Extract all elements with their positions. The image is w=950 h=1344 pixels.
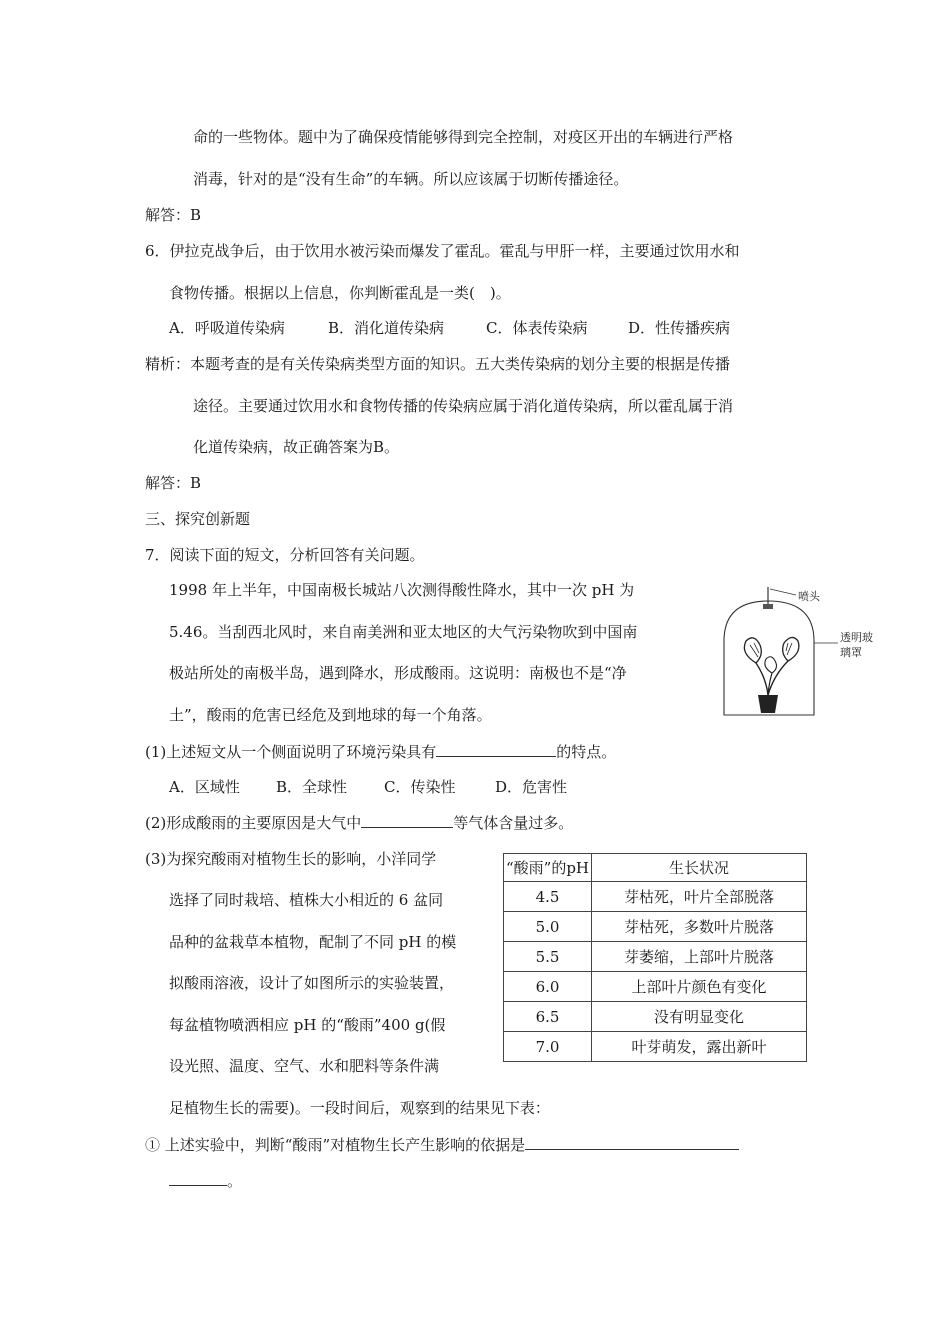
q6-analysis-line1: 精析：本题考查的是有关传染病类型方面的知识。五大类传染病的划分主要的根据是传播 (145, 355, 731, 373)
prev-analysis-line1: 命的一些物体。题中为了确保疫情能够得到完全控制，对疫区开出的车辆进行严格 (193, 128, 734, 146)
label-cover-line1: 透明玻 (840, 631, 873, 644)
table-header-growth: 生长状况 (592, 854, 807, 882)
answer-blank-1[interactable] (436, 741, 556, 757)
q7-sub2-text: (2)形成酸雨的主要原因是大气中 (145, 814, 362, 832)
q7-sub2-tail: 等气体含量过多。 (453, 814, 574, 832)
table-cell-ph: 5.5 (504, 942, 592, 972)
table-row (504, 942, 807, 972)
table-cell-ph: 7.0 (504, 1032, 592, 1062)
results-table (503, 853, 807, 1062)
q6-option-a: A．呼吸道传染病 (169, 319, 285, 337)
q7-option-b: B．全球性 (276, 778, 348, 796)
q6-analysis-line2: 途径。主要通过饮用水和食物传播的传染病应属于消化道传染病，所以霍乱属于消 (193, 397, 734, 415)
q7-sub4-cont (169, 1170, 242, 1191)
q7-passage-line3: 极站所处的南极半岛，遇到降水，形成酸雨。这说明：南极也不是“净 (169, 664, 627, 682)
q7-option-d: D．危害性 (495, 778, 568, 796)
prev-answer: 解答：B (145, 206, 202, 224)
table-cell-growth: 叶芽萌发，露出新叶 (592, 1032, 807, 1062)
q6-option-b: B．消化道传染病 (328, 319, 445, 337)
plant-pot-icon (758, 695, 778, 713)
q7-sub1-text: (1)上述短文从一个侧面说明了环境污染具有 (145, 743, 437, 761)
q7-intro: 7．阅读下面的短文，分析回答有关问题。 (145, 546, 425, 564)
table-row (504, 912, 807, 942)
table-row (504, 972, 807, 1002)
table-cell-growth: 芽枯死，多数叶片脱落 (592, 912, 807, 942)
answer-blank-2[interactable] (361, 812, 453, 828)
table-row (504, 1002, 807, 1032)
q7-passage-line1: 1998 年上半年，中国南极长城站八次测得酸性降水，其中一次 pH 为 (169, 581, 635, 599)
q7-sub4 (145, 1134, 739, 1155)
q6-option-d: D．性传播疾病 (628, 319, 731, 337)
table-row (504, 1032, 807, 1062)
table-cell-ph: 4.5 (504, 882, 592, 912)
table-cell-ph: 5.0 (504, 912, 592, 942)
q7-sub3-line5: 每盆植物喷洒相应 pH 的“酸雨”400 g(假 (169, 1016, 446, 1034)
section-heading: 三、探究创新题 (145, 510, 251, 528)
table-header-ph: “酸雨”的pH (504, 854, 592, 882)
q7-sub3-line7: 足植物生长的需要)。一段时间后，观察到的结果见下表： (169, 1099, 550, 1117)
q7-sub3-line4: 拟酸雨溶液，设计了如图所示的实验装置， (169, 974, 455, 992)
prev-analysis-line2: 消毒，针对的是“没有生命”的车辆。所以应该属于切断传播途径。 (193, 170, 629, 188)
bell-jar-figure (718, 583, 873, 719)
table-cell-growth: 芽枯死，叶片全部脱落 (592, 882, 807, 912)
q6-option-c: C．体表传染病 (486, 319, 588, 337)
q6-stem-line2: 食物传播。根据以上信息，你判断霍乱是一类( )。 (169, 284, 511, 302)
q7-passage-line4: 土”，酸雨的危害已经危及到地球的每一个角落。 (169, 706, 492, 724)
label-cover-line2: 璃罩 (840, 646, 862, 659)
answer-blank-3[interactable] (525, 1134, 739, 1150)
q7-sub3-line1: (3)为探究酸雨对植物生长的影响，小洋同学 (145, 850, 437, 868)
q7-sub3-line6: 设光照、温度、空气、水和肥料等条件满 (169, 1057, 440, 1075)
q7-sub3-line3: 品种的盆栽草本植物，配制了不同 pH 的模 (169, 933, 457, 951)
q6-analysis-line3: 化道传染病，故正确答案为B。 (193, 438, 400, 456)
answer-blank-3-cont[interactable] (169, 1170, 227, 1186)
table-cell-growth: 没有明显变化 (592, 1002, 807, 1032)
table-cell-ph: 6.5 (504, 1002, 592, 1032)
table-row (504, 882, 807, 912)
q6-answer: 解答：B (145, 474, 202, 492)
q7-option-a: A．区域性 (169, 778, 240, 796)
q7-sub2 (145, 812, 573, 833)
table-cell-ph: 6.0 (504, 972, 592, 1002)
q7-sub1-tail: 的特点。 (556, 743, 617, 761)
q7-option-c: C．传染性 (384, 778, 456, 796)
table-cell-growth: 上部叶片颜色有变化 (592, 972, 807, 1002)
leaf-icon (744, 638, 761, 663)
label-nozzle: 喷头 (798, 590, 820, 603)
q7-sub4-text: ① 上述实验中，判断“酸雨”对植物生长产生影响的依据是 (145, 1136, 526, 1154)
q7-sub3-line2: 选择了同时栽培、植株大小相近的 6 盆同 (169, 891, 444, 909)
q7-sub4-end: 。 (227, 1172, 243, 1190)
table-header-row (504, 854, 807, 882)
q6-stem-line1: 6．伊拉克战争后，由于饮用水被污染而爆发了霍乱。霍乱与甲肝一样，主要通过饮用水和 (145, 242, 740, 260)
table-cell-growth: 芽萎缩，上部叶片脱落 (592, 942, 807, 972)
q7-passage-line2: 5.46。当刮西北风时，来自南美洲和亚太地区的大气污染物吹到中国南 (169, 623, 638, 641)
q7-sub1 (145, 741, 616, 762)
